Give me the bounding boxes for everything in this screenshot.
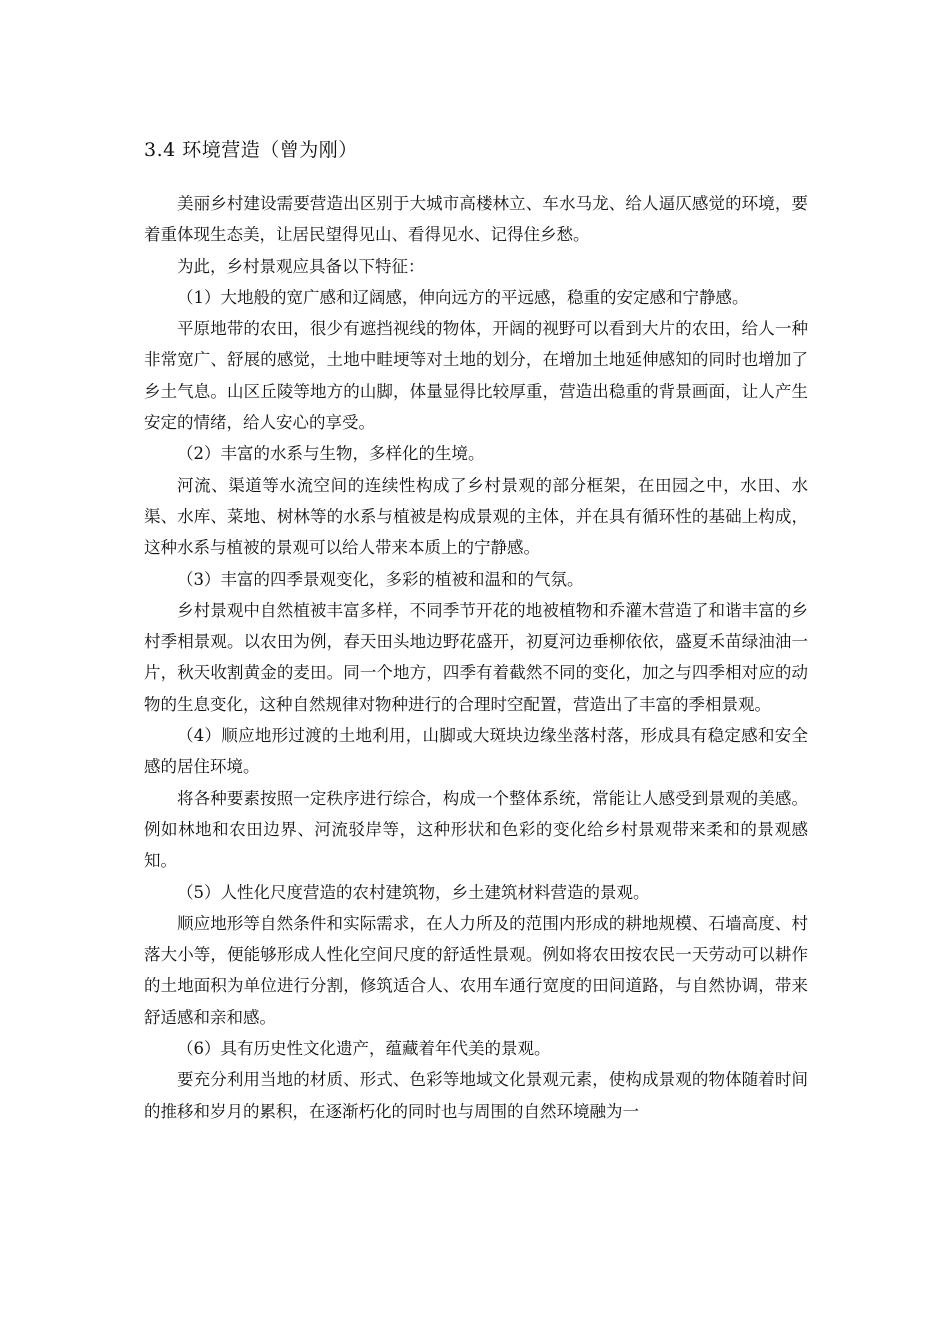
feature-heading-6: （6）具有历史性文化遗产，蕴藏着年代美的景观。 <box>177 1039 551 1059</box>
feature-heading-2: （2）丰富的水系与生物，多样化的生境。 <box>177 444 485 464</box>
feature-text-6: 要充分利用当地的材质、形式、色彩等地域文化景观元素，使构成景观的物体随着时间的推移和岁月的累积，在逐渐朽化的同时也与周围的自然环境融为一 <box>144 1070 808 1121</box>
feature-text-2: 河流、渠道等水流空间的连续性构成了乡村景观的部分框架，在田园之中，水田、水渠、水库、菜地、树林等的水系与植被是构成景观的主体，并在具有循环性的基础上构成，这种水系与植被的景观可以给人带来本质上的宁静感。 <box>144 475 808 558</box>
section-title: 3.4 环境营造（曾为刚） <box>144 139 358 161</box>
feature-text-4: 将各种要素按照一定秩序进行综合，构成一个整体系统，常能让人感受到景观的美感。例如林地和农田边界、河流驳岸等，这种形状和色彩的变化给乡村景观带来柔和的景观感知。 <box>144 788 808 871</box>
paragraph-intro: 美丽乡村建设需要营造出区别于大城市高楼林立、车水马龙、给人逼仄感觉的环境，要着重体现生态美，让居民望得见山、看得见水、记得住乡愁。 <box>144 194 808 245</box>
feature-text-5: 顺应地形等自然条件和实际需求，在人力所及的范围内形成的耕地规模、石墙高度、村落大小等，便能够形成人性化空间尺度的舒适性景观。例如将农田按农民一天劳动可以耕作的土地面积为单位进行分割，修筑适合人、农用车通行宽度的田间道路，与自然协调，带来舒适感和亲和感。 <box>144 913 808 1027</box>
feature-heading-4: （4）顺应地形过渡的土地利用，山脚或大斑块边缘坐落村落，形成具有稳定感和安全感的居住环境。 <box>144 726 808 777</box>
feature-text-3: 乡村景观中自然植被丰富多样，不同季节开花的地被植物和乔灌木营造了和谐丰富的乡村季相景观。以农田为例，春天田头地边野花盛开，初夏河边垂柳依依，盛夏禾苗绿油油一片，秋天收割黄金的麦田。同一个地方，四季有着截然不同的变化，加之与四季相对应的动物的生息变化，这种自然规律对物种进行的合理时空配置，营造出了丰富的季相景观。 <box>144 600 808 714</box>
document-body <box>144 188 808 1127</box>
feature-text-1: 平原地带的农田，很少有遮挡视线的物体，开阔的视野可以看到大片的农田，给人一种非常宽广、舒展的感觉，土地中畦埂等对土地的划分，在增加土地延伸感知的同时也增加了乡土气息。山区丘陵等地方的山脚，体量显得比较厚重，营造出稳重的背景画面，让人产生安定的情绪，给人安心的享受。 <box>144 319 808 433</box>
feature-heading-3: （3）丰富的四季景观变化，多彩的植被和温和的气氛。 <box>177 569 584 589</box>
paragraph-features-lead: 为此，乡村景观应具备以下特征： <box>177 256 425 276</box>
feature-heading-5: （5）人性化尺度营造的农村建筑物，乡土建筑材料营造的景观。 <box>177 882 650 902</box>
feature-heading-1: （1）大地般的宽广感和辽阔感，伸向远方的平远感，稳重的安定感和宁静感。 <box>177 287 749 307</box>
